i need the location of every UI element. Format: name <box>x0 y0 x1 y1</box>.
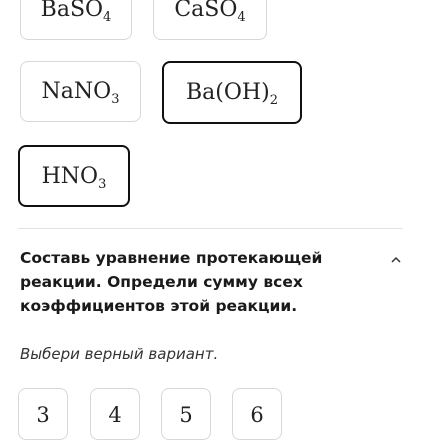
formula-hno3: HNO $_3$ <box>41 163 107 192</box>
formula-baoh2: Ba(OH) $_2$ <box>186 80 278 108</box>
question-text: Составь уравнение протекающей реакции. Определи сумму всех коэффициентов этой реакции. <box>20 249 323 315</box>
answer-option-5[interactable]: 5 <box>161 388 211 440</box>
formula-caso4: CaSO $_4$ <box>174 0 246 25</box>
substance-chip-baoh2[interactable] <box>162 61 302 124</box>
section-divider <box>18 228 403 229</box>
answer-option-3[interactable]: 3 <box>18 388 68 440</box>
formula-baso4: BaSO $_4$ <box>40 0 112 25</box>
substance-chip-hno3[interactable] <box>18 145 130 207</box>
substance-chip-nano3[interactable] <box>20 61 141 122</box>
substance-chip-caso4[interactable] <box>153 0 267 40</box>
formula-nano3: NaNO $_3$ <box>41 79 120 107</box>
answer-option-4[interactable]: 4 <box>90 388 140 440</box>
chevron-up-icon[interactable] <box>389 252 403 266</box>
answer-hint: Выбери верный вариант. <box>20 345 219 363</box>
answer-option-6[interactable]: 6 <box>232 388 282 440</box>
substance-chip-baso4[interactable] <box>20 0 132 40</box>
